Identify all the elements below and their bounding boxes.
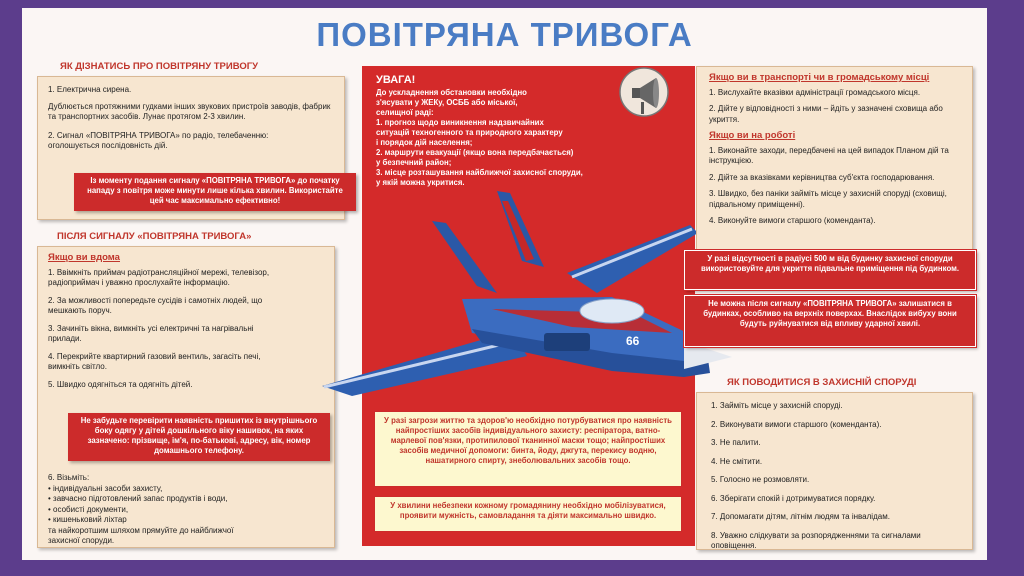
poster	[22, 8, 987, 560]
shelter-behavior-heading: ЯК ПОВОДИТИСЯ В ЗАХИСНІЙ СПОРУДІ	[727, 377, 917, 388]
take-item-3: • особисті документи,	[48, 504, 129, 514]
basement-shelter-note: У разі відсутності в радіусі 500 м від будинку захисної споруди використовуйте для укриття підвальне приміщення під будинком.	[684, 250, 976, 290]
at-home-subheading: Якщо ви вдома	[48, 252, 120, 263]
at-work-subheading: Якщо ви на роботі	[709, 130, 796, 141]
home-step-3: 3. Зачиніть вікна, вимкніть усі електричні та нагрівальні прилади.	[48, 323, 254, 343]
shelter-rule-6: 6. Зберігати спокій і дотримуватися порядку.	[711, 493, 876, 503]
transport-work-box	[696, 66, 973, 254]
home-step-5: 5. Швидко одягніться та одягніть дітей.	[48, 379, 193, 389]
time-warning-note: Із моменту подання сигналу «ПОВІТРЯНА ТРИВОГА» до початку нападу з повітря може минути лише кілька хвилин. Використайте цей час максимально ефективно!	[74, 173, 356, 211]
attention-line: і порядок дій населення;	[376, 138, 473, 147]
how-to-know-box	[37, 76, 345, 220]
attention-title: УВАГА!	[376, 74, 416, 86]
protection-means-note: У разі загрози життю та здоров'ю необхідно потурбуватися про наявність найпростіших засобів індивідуального захисту: респіратора, ватно-марлевої пов'язки, протипилової тканинної маски тощо; найпростіших засобів медичної допомоги: бинта, йоду, джгута, перекису водню, нашатирного спирту, знеболювальних засобів тощо.	[374, 411, 682, 487]
shelter-rule-8: 8. Уважно слідкувати за розпорядженнями та сигналами оповіщення.	[711, 530, 921, 550]
poster-title: ПОВІТРЯНА ТРИВОГА	[316, 16, 693, 53]
attention-line: До ускладнення обстановки необхідно	[376, 88, 527, 97]
attention-line: з'ясувати у ЖЕКу, ОСББ або міської,	[376, 98, 518, 107]
attention-body	[376, 88, 616, 188]
work-step-2: 2. Дійте за вказівками керівництва суб'єкта господарювання.	[709, 172, 935, 182]
take-items-title: 6. Візьміть:	[48, 473, 90, 482]
transport-step-2: 2. Дійте у відповідності з ними – йдіть у зазначені сховища або укриття.	[709, 104, 943, 124]
home-step-2: 2. За можливості попередьте сусідів і самотніх людей, що мешкають поруч.	[48, 295, 263, 315]
shelter-rule-5: 5. Голосно не розмовляти.	[711, 475, 810, 484]
take-items-end: та найкоротшим шляхом прямуйте до найближчої захисної споруди.	[48, 525, 234, 545]
home-step-1: 1. Ввімкніть приймач радіотрансляційної мережі, телевізор, радіоприймач і уважно прослухайте інформацію.	[48, 267, 270, 287]
shelter-rule-2: 2. Виконувати вимоги старшого (коменданта).	[711, 419, 882, 429]
after-signal-box	[37, 246, 335, 548]
work-step-3: 3. Швидко, без паніки займіть місце у захисній споруді (сховищі, підвальному приміщенні).	[709, 189, 947, 209]
attention-line: у якій можна укритися.	[376, 178, 465, 187]
transport-step-1: 1. Вислухайте вказівки адміністрації громадського місця.	[709, 87, 921, 97]
mobilize-note: У хвилини небезпеки кожному громадянину необхідно мобілізуватися, проявити мужність, самовладання та діяти максимально швидко.	[374, 496, 682, 532]
take-item-4: • кишеньковий ліхтар	[48, 515, 127, 524]
transport-subheading: Якщо ви в транспорті чи в громадському місці	[709, 72, 930, 83]
work-step-1: 1. Виконайте заходи, передбачені на цей випадок Планом дій та інструкцією.	[709, 145, 949, 165]
how-to-know-heading: ЯК ДІЗНАТИСЬ ПРО ПОВІТРЯНУ ТРИВОГУ	[60, 61, 259, 72]
shelter-rule-1: 1. Займіть місце у захисній споруді.	[711, 401, 843, 410]
radio-signal-item: 2. Сигнал «ПОВІТРЯНА ТРИВОГА» по радіо, телебаченню: оголошується послідовність дій.	[48, 130, 269, 150]
attention-line: селищної раді:	[376, 108, 434, 117]
take-item-1: • індивідуальні засоби захисту,	[48, 483, 163, 493]
attention-line: у безпечний район;	[376, 158, 452, 167]
shelter-rule-7: 7. Допомагати дітям, літнім людям та інвалідам.	[711, 512, 890, 521]
home-step-4: 4. Перекрийте квартирний газовий вентиль, загасіть печі, вимкніть світло.	[48, 351, 261, 371]
aircraft-number: 66	[626, 334, 640, 348]
siren-speaker-icon	[614, 66, 674, 118]
attention-line: 1. прогноз щодо виникнення надзвичайних	[376, 118, 544, 127]
attention-line: ситуацій техногенного та природного характеру	[376, 128, 563, 137]
child-label-note: Не забудьте перевірити наявність пришитих із внутрішнього боку одягу у дітей дошкільного віку нашивок, на яких зазначено: прізвище, ім'я, по-батькові, адресу, вік, номер домашнього телефону.	[68, 413, 330, 461]
siren-item: 1. Електрична сирена.	[48, 85, 132, 94]
after-signal-heading: ПІСЛЯ СИГНАЛУ «ПОВІТРЯНА ТРИВОГА»	[57, 231, 252, 242]
attention-line: 2. маршрути евакуації (якщо вона передбачається)	[376, 148, 574, 157]
siren-description: Дублюється протяжними гудками інших звукових пристроїв заводів, фабрик та транспортних засобів. Лунає протягом 2-3 хвилин.	[48, 101, 331, 121]
shelter-rule-3: 3. Не палити.	[711, 438, 761, 447]
attention-line: 3. місце розташування найближчої захисної споруди,	[376, 168, 583, 177]
take-item-2: • завчасно підготовлений запас продуктів і води,	[48, 494, 228, 503]
shelter-rule-4: 4. Не смітити.	[711, 456, 763, 466]
shelter-behavior-box	[696, 392, 973, 550]
work-step-4: 4. Виконуйте вимоги старшого (коменданта).	[709, 216, 876, 225]
stay-indoors-warning: Не можна після сигналу «ПОВІТРЯНА ТРИВОГА» залишатися в будинках, особливо на верхніх поверхах. Внаслідок вибуху вони будуть руйнуватися від впливу ударної хвилі.	[684, 295, 976, 347]
center-panel	[362, 66, 695, 546]
